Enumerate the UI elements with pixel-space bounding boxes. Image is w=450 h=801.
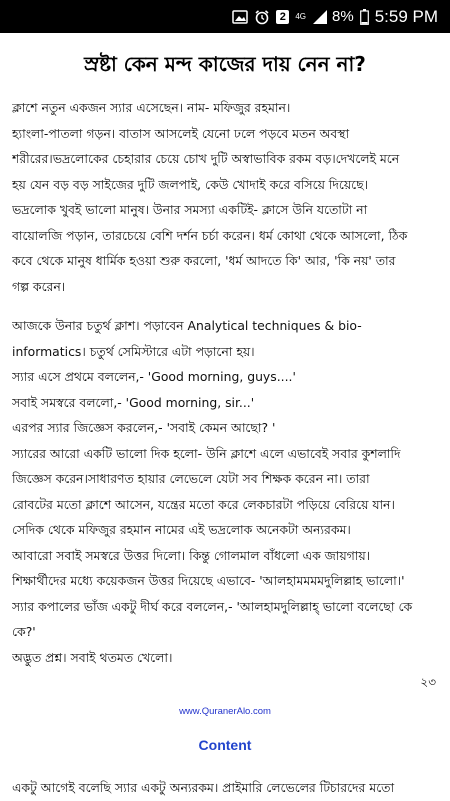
text-line: স্যার এসে প্রথমে বললেন,- 'Good morning, guys....' (12, 369, 296, 384)
text-line: রোবটের মতো ক্লাশে আসেন, যন্ত্রের মতো করে লেকচারটা পড়িয়ে বেরিয়ে যান। (12, 496, 395, 512)
text-line: সবাই সমস্বরে বললো,- 'Good morning, sir...' (12, 394, 255, 410)
paragraph-gap (12, 299, 438, 313)
notification-badge-icon (276, 10, 289, 24)
page-number: ২৩ (420, 675, 436, 689)
status-bar (0, 0, 450, 33)
page-title: স্রষ্টা কেন মন্দ কাজের দায় নেন না? (84, 52, 366, 76)
text-line: informatics। চতুর্থ সেমিস্টারে এটা পড়ানো হয়। (12, 343, 255, 359)
text-line: গল্প করেন। (12, 278, 66, 294)
text-line: কবে থেকে মানুষ ধার্মিক হওয়া শুরু করলো, 'ধর্ম আদতে কি' আর, 'কি নয়' তার (12, 253, 396, 268)
text-line: কে?' (12, 624, 36, 639)
text-line: স্যারের আরো একটি ভালো দিক হলো- উনি ক্লাশে এলে এভাবেই সবার কুশলাদি (12, 445, 401, 461)
clock: 5:59 PM (374, 6, 438, 26)
text-line: বায়োলজি পড়ান, তারচেয়ে বেশি দর্শন চর্চা করেন। ধর্ম কোথা থেকে আসলো, ঠিক (12, 227, 408, 243)
text-line: আজকে উনার চতুর্থ ক্লাশ। পড়াবেন Analytical techniques & bio- (12, 318, 362, 333)
network-type (295, 13, 306, 21)
website-link[interactable]: www.QuranerAlo.com (179, 706, 271, 717)
text-line: জিজ্ঞেস করেন।সাধারণত হায়ার লেভেলে যেটা সব শিক্ষক করেন না। তারা (12, 471, 370, 486)
paragraph-2 (12, 313, 438, 670)
text-line: হ্যাংলা-পাতলা গড়ন। বাতাস আসলেই যেনো ঢলে পড়বে মতন অবস্থা (12, 125, 350, 141)
text-line: শরীরের।ভদ্রলোকের চেহারার চেয়ে চোখ দুটি অস্বাভাবিক রকম বড়।দেখলেই মনে (12, 151, 400, 166)
book-page[interactable] (0, 33, 450, 800)
text-line: শিক্ষার্থীদের মধ্যে কয়েকজন উত্তর দিয়েছে এভাবে- 'আলহামমমমদুলিল্লাহ ভালো।' (12, 573, 405, 588)
content-link[interactable]: Content (198, 737, 252, 753)
signal-icon (312, 9, 328, 25)
battery-percent: 8% (332, 8, 354, 25)
battery-icon (360, 9, 369, 25)
network-label: 4G (295, 11, 306, 21)
text-line: সেদিক থেকে মফিজুর রহমান নামের এই ভদ্রলোক অনেকটা অন্যরকম। (12, 522, 351, 537)
notification-count: 2 (276, 10, 289, 24)
text-line: একটু আগেই বলেছি স্যার একটু অন্যরকম। প্রাইমারি লেভেলের টিচারদের মতো (12, 780, 395, 795)
text-line: অদ্ভুত প্রশ্ন। সবাই থতমত খেলো। (12, 649, 173, 665)
text-line: স্যার কপালের ভাঁজ একটু দীর্ঘ করে বললেন,- 'আলহামদুলিল্লাহ্‌ ভালো বলেছো কে (12, 598, 413, 614)
text-line: হয় যেন বড় বড় সাইজের দুটি জলপাই, কেউ খোদাই করে বসিয়ে দিয়েছে। (12, 176, 369, 192)
text-line: এরপর স্যার জিজ্ঞেস করলেন,- 'সবাই কেমন আছো? ' (12, 420, 276, 435)
text-line: ভদ্রলোক খুবই ভালো মানুষ। উনার সমস্যা একটিই- ক্লাসে উনি যতোটা না (12, 202, 368, 217)
paragraph-1 (12, 95, 438, 299)
next-page-text (12, 775, 438, 801)
image-icon (232, 10, 248, 24)
text-line: ক্লাশে নতুন একজন স্যার এসেছেন। নাম- মফিজুর রহমান। (12, 100, 291, 115)
alarm-icon (254, 9, 270, 25)
text-line: আবারো সবাই সমস্বরে উত্তর দিলো। কিন্তু গোলমাল বাঁধলো এক জায়গায়। (12, 547, 371, 563)
